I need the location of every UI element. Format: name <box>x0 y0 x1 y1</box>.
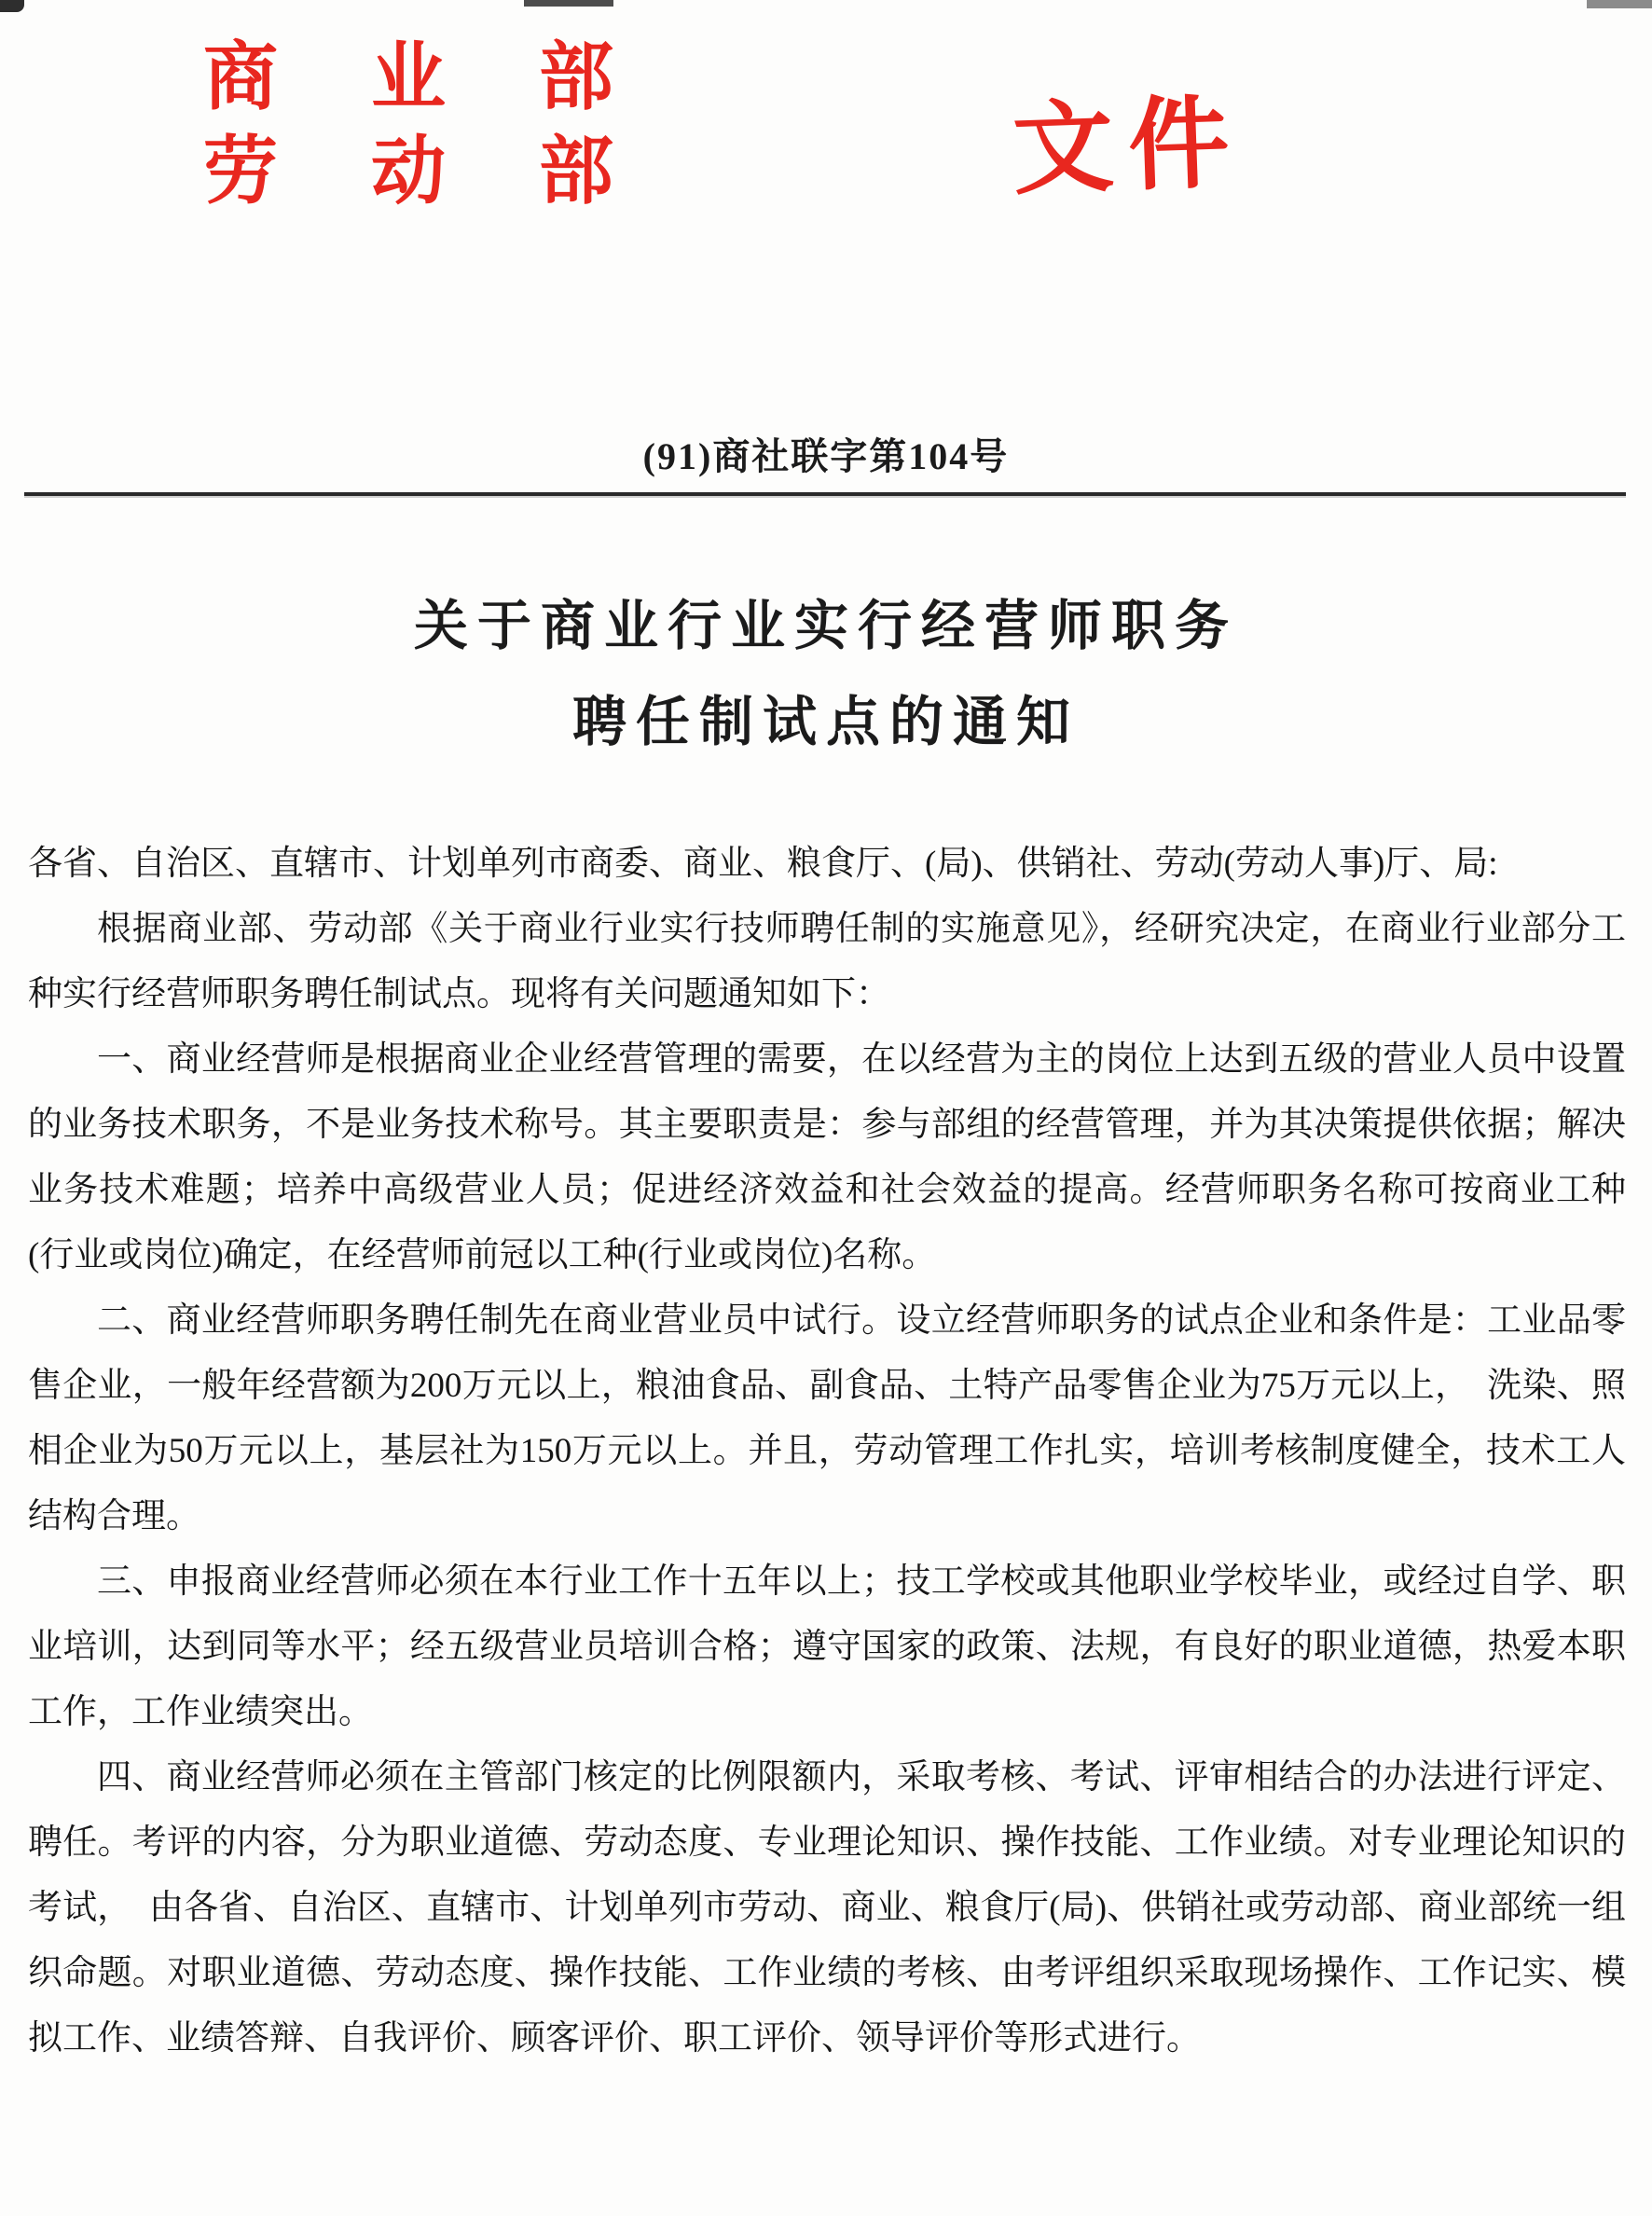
scan-artifact <box>0 0 24 12</box>
paragraph-intro: 根据商业部、劳动部《关于商业行业实行技师聘任制的实施意见》，经研究决定，在商业行业部分工种实行经营师职务聘任制试点。现将有关问题通知如下： <box>28 910 1626 1013</box>
paragraph-item-4: 四、商业经营师必须在主管部门核定的比例限额内，采取考核、考试、评审相结合的办法进行评定、聘任。考评的内容，分为职业道德、劳动态度、专业理论知识、操作技能、工作业绩。对专业理论知识的考试， 由各省、自治区、直辖市、计划单列市劳动、商业、粮食厅(局)、供销社或劳动部、商业部统一组织命题。对职业道德、劳动态度、操作技能、工作业绩的考核、由考评组织采取现场操作、工作记实、模拟工作、业绩答辩、自我评价、顾客评价、职工评价、领导评价等形式进行。 <box>28 1758 1626 2058</box>
document-title <box>0 578 1652 770</box>
paragraph-item-3: 三、申报商业经营师必须在本行业工作十五年以上；技工学校或其他职业学校毕业，或经过自学、职业培训，达到同等水平；经五级营业员培训合格；遵守国家的政策、法规，有良好的职业道德，热爱本职工作，工作业绩突出。 <box>28 1562 1626 1731</box>
letterhead-document-label: 文件 <box>1011 88 1246 208</box>
document-number: (91)商社联字第104号 <box>642 435 1010 477</box>
letterhead <box>203 32 707 220</box>
letterhead-org-line1: 商业部 <box>203 37 707 119</box>
document-title-line2: 聘任制试点的通知 <box>571 692 1080 752</box>
letterhead-org-line2: 劳动部 <box>203 131 707 213</box>
document-body <box>28 832 1626 2071</box>
paragraph-item-1: 一、商业经营师是根据商业企业经营管理的需要，在以经营为主的岗位上达到五级的营业人员中设置的业务技术职务，不是业务技术称号。其主要职责是：参与部组的经营管理，并为其决策提供依据；解决业务技术难题；培养中高级营业人员；促进经济效益和社会效益的提高。经营师职务名称可按商业工种(行业或岗位)确定，在经营师前冠以工种(行业或岗位)名称。 <box>28 1040 1626 1274</box>
recipients-salutation: 各省、自治区、直辖市、计划单列市商委、商业、粮食厅、(局)、供销社、劳动(劳动人事)厅、局: <box>28 845 1498 883</box>
paragraph-item-2: 二、商业经营师职务聘任制先在商业营业员中试行。设立经营师职务的试点企业和条件是：工业品零售企业，一般年经营额为200万元以上，粮油食品、副食品、土特产品零售企业为75万元以上， 洗染、照相企业为50万元以上，基层社为150万元以上。并且，劳动管理工作扎实，培训考核制度健全，技术工人结构合理。 <box>28 1301 1626 1535</box>
scan-artifact <box>1587 0 1652 8</box>
scan-artifact <box>524 0 613 7</box>
document-title-line1: 关于商业行业实行经营师职务 <box>413 596 1238 656</box>
header-divider-rule <box>24 492 1626 496</box>
